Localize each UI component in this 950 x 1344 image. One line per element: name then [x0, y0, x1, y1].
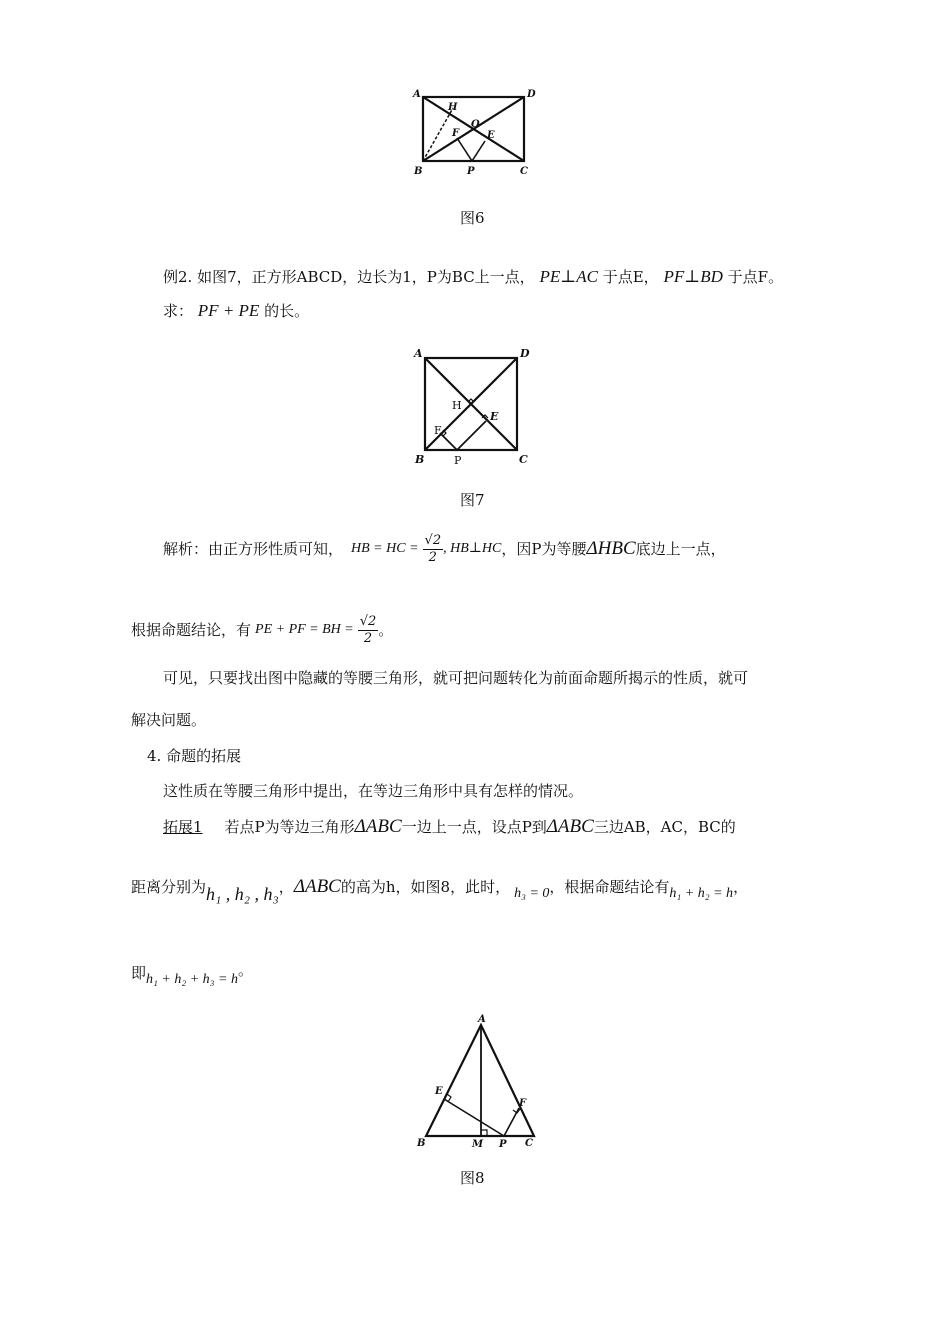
- h3-equals-zero: h₃ = 0: [514, 886, 550, 901]
- fraction-denominator: 2: [428, 549, 437, 565]
- triangle-hbc: ΔHBC: [586, 538, 636, 559]
- ie-line: [131, 958, 253, 988]
- pf-plus-pe: PF + PE: [197, 301, 260, 320]
- extension-1-text-1: 若点P为等边三角形: [224, 818, 355, 836]
- find-label: 求：: [163, 302, 194, 320]
- length-suffix: 的长。: [264, 302, 310, 320]
- extension-1-label: 拓展1: [163, 818, 203, 836]
- fig8-label-b: B: [417, 1138, 426, 1149]
- figure-7-diagram: [408, 342, 538, 467]
- extension-1-line: [163, 814, 736, 840]
- figure-6-caption: 图6: [460, 209, 485, 227]
- example-2-text: 例2. 如图7，正方形ABCD，边长为1，P为BC上一点，: [163, 268, 535, 286]
- fig7-label-d: D: [520, 347, 530, 360]
- analysis-mid: ，因P为等腰: [501, 540, 587, 558]
- fig8-label-p: P: [499, 1139, 507, 1150]
- fig6-label-c: C: [520, 166, 528, 177]
- figure-8-diagram: [408, 1012, 548, 1152]
- pe-pf-bh: PE + PF = BH =: [255, 622, 354, 637]
- h1-h2-h3: h₁ , h₂ , h₃: [206, 884, 279, 904]
- at-point-f: 于点F。: [727, 268, 784, 286]
- fig8-label-c: C: [525, 1138, 533, 1149]
- fraction-numerator-2: √2: [359, 613, 377, 629]
- example-2-line-2: [163, 301, 309, 321]
- fig8-label-e: E: [435, 1086, 443, 1097]
- example-2-line-1: [163, 267, 783, 287]
- conclusion-text: ，根据命题结论有: [549, 878, 670, 896]
- analysis-suffix: 底边上一点，: [635, 540, 726, 558]
- distance-comma: ，: [278, 878, 294, 896]
- fig7-label-p: P: [454, 454, 462, 467]
- ie-prefix: 即: [131, 964, 147, 982]
- fig6-segment-pf: [457, 138, 472, 161]
- fig6-label-e: E: [487, 130, 495, 141]
- fig7-label-e: E: [490, 410, 499, 423]
- analysis-line2-suffix: 。: [378, 621, 394, 639]
- pe-perp-ac: PE⊥AC: [539, 267, 598, 286]
- fig8-triangle-abc: [426, 1025, 534, 1136]
- figure-8-caption: 图8: [460, 1169, 485, 1187]
- fig6-label-a: A: [413, 89, 421, 100]
- at-point-e: 于点E，: [602, 268, 659, 286]
- triangle-abc-3: ΔABC: [293, 876, 341, 897]
- triangle-abc: ΔABC: [354, 816, 402, 837]
- fig6-segment-pe: [472, 141, 485, 161]
- h1-plus-h2-equals-h: h₁ + h₂ = h: [669, 886, 734, 901]
- analysis-prefix: 解析：由正方形性质可知，: [163, 540, 344, 558]
- section-4-intro: 这性质在等腰三角形中提出，在等边三角形中具有怎样的情况。: [163, 782, 584, 800]
- distance-prefix: 距离分别为: [131, 878, 207, 896]
- analysis-line2-prefix: 根据命题结论，有: [131, 621, 252, 639]
- fig8-label-a: A: [478, 1014, 486, 1025]
- fig6-label-o: O: [471, 119, 480, 130]
- height-text: 的高为h，如图8，此时，: [340, 878, 511, 896]
- fig8-label-m: M: [472, 1139, 484, 1150]
- conclusion-line-2: 解决问题。: [131, 711, 207, 729]
- figure-6-diagram: [405, 80, 555, 180]
- fig7-segment-pe: [457, 421, 486, 450]
- triangle-abc-2: ΔABC: [546, 816, 594, 837]
- analysis-line-2: [131, 608, 393, 652]
- fig7-label-c: C: [519, 453, 528, 466]
- fraction-numerator: √2: [424, 532, 442, 548]
- fig6-label-d: D: [527, 89, 536, 100]
- fig6-label-b: B: [414, 166, 423, 177]
- fig8-segment-pe: [444, 1099, 504, 1136]
- figure-7-caption: 图7: [460, 491, 485, 509]
- distance-line: [131, 872, 748, 902]
- conclusion-line-1: 可见，只要找出图中隐藏的等腰三角形，就可把问题转化为前面命题所揭示的性质，就可: [163, 669, 749, 687]
- analysis-line-1: [163, 527, 726, 571]
- fig6-label-p: P: [467, 166, 475, 177]
- hb-eq-hc: HB = HC =: [351, 541, 419, 556]
- fig6-label-f: F: [452, 128, 460, 139]
- fig7-label-a: A: [414, 347, 423, 360]
- fig7-segment-pf: [440, 433, 457, 450]
- fig7-right-angle-h: [468, 399, 474, 402]
- fraction-denominator-2: 2: [363, 630, 373, 646]
- sqrt2-over-2-fraction: [423, 533, 444, 566]
- fig6-label-h: H: [448, 102, 458, 113]
- fig8-label-f: F: [519, 1098, 527, 1109]
- hb-perp-hc: , HB⊥HC: [443, 541, 502, 556]
- h-sum-equals-h: h₁ + h₂ + h₃ = h: [146, 972, 238, 987]
- extension-1-text-2: 一边上一点，设点P到: [401, 818, 547, 836]
- sqrt2-over-2-fraction-2: [358, 614, 379, 647]
- fig6-dashed-bh: [423, 108, 453, 161]
- pf-perp-bd: PF⊥BD: [663, 267, 723, 286]
- ie-period: 。: [237, 961, 253, 979]
- fig7-label-b: B: [415, 453, 425, 466]
- end-comma: ，: [733, 878, 749, 896]
- section-4-heading: 4. 命题的拓展: [147, 747, 242, 765]
- extension-1-text-3: 三边AB，AC，BC的: [593, 818, 736, 836]
- fig7-label-h: H: [452, 399, 462, 412]
- fig7-label-f: F: [434, 424, 442, 437]
